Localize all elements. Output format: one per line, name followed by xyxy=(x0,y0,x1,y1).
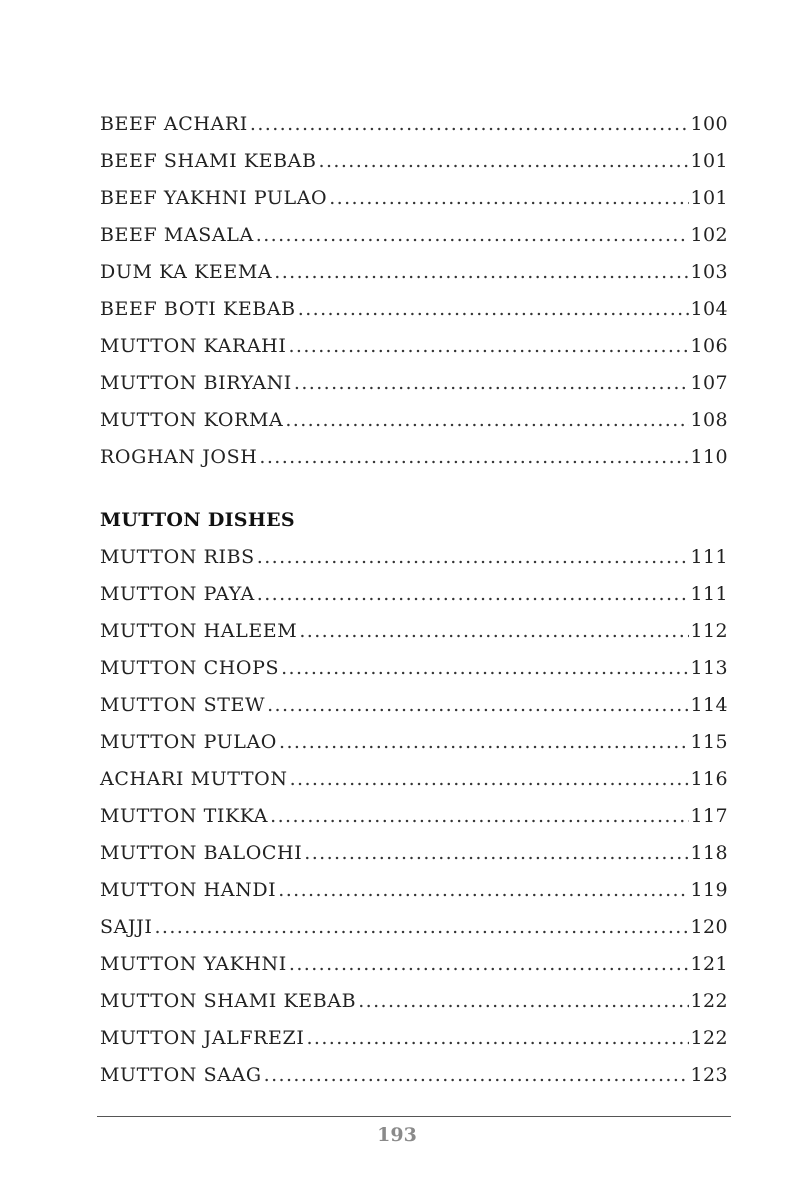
toc-entry-page: 120 xyxy=(690,916,728,938)
dot-leader xyxy=(285,402,688,439)
dot-leader xyxy=(257,576,689,613)
toc-entry xyxy=(100,106,728,143)
toc-entry xyxy=(100,576,728,613)
dot-leader xyxy=(250,106,689,143)
dot-leader xyxy=(306,1020,688,1057)
toc-entry-title: ROGHAN JOSH xyxy=(100,446,258,468)
dot-leader xyxy=(290,761,689,798)
dot-leader xyxy=(358,983,688,1020)
toc-entry-title: MUTTON SHAMI KEBAB xyxy=(100,990,357,1012)
dot-leader xyxy=(304,835,688,872)
toc-entry-page: 111 xyxy=(690,583,728,605)
toc-entry xyxy=(100,217,728,254)
page-number: 193 xyxy=(377,1124,417,1146)
toc-entry-page: 101 xyxy=(690,150,728,172)
dot-leader xyxy=(329,180,688,217)
toc-entry-page: 110 xyxy=(690,446,728,468)
toc-entry xyxy=(100,983,728,1020)
toc-entry-title: BEEF BOTI KEBAB xyxy=(100,298,296,320)
dot-leader xyxy=(319,143,689,180)
toc-entry xyxy=(100,798,728,835)
toc-entry xyxy=(100,909,728,946)
toc-entry-title: MUTTON BIRYANI xyxy=(100,372,292,394)
toc-entry-page: 106 xyxy=(690,335,728,357)
dot-leader xyxy=(256,217,689,254)
toc-entry xyxy=(100,1020,728,1057)
dot-leader xyxy=(264,1057,689,1094)
toc-entry xyxy=(100,724,728,761)
toc-entry-page: 122 xyxy=(690,1027,728,1049)
toc-entry xyxy=(100,365,728,402)
toc-entry-title: BEEF YAKHNI PULAO xyxy=(100,187,328,209)
toc-entry-page: 103 xyxy=(690,261,728,283)
toc-entry xyxy=(100,613,728,650)
toc-entry xyxy=(100,402,728,439)
toc-entry-page: 112 xyxy=(690,620,728,642)
table-of-contents xyxy=(100,106,728,1094)
toc-entry xyxy=(100,1057,728,1094)
toc-entry-page: 102 xyxy=(690,224,728,246)
toc-entry-page: 108 xyxy=(690,409,728,431)
toc-entry xyxy=(100,946,728,983)
dot-leader xyxy=(294,365,689,402)
toc-list-part2 xyxy=(100,539,728,1094)
toc-entry-title: MUTTON STEW xyxy=(100,694,266,716)
toc-entry-title: ACHARI MUTTON xyxy=(100,768,288,790)
toc-entry xyxy=(100,539,728,576)
toc-entry-title: MUTTON CHOPS xyxy=(100,657,280,679)
toc-entry xyxy=(100,328,728,365)
toc-entry-title: MUTTON SAAG xyxy=(100,1064,262,1086)
dot-leader xyxy=(281,650,688,687)
toc-entry-title: MUTTON BALOCHI xyxy=(100,842,303,864)
toc-entry-page: 114 xyxy=(690,694,728,716)
toc-entry-page: 119 xyxy=(690,879,728,901)
toc-entry-title: MUTTON HANDI xyxy=(100,879,277,901)
toc-entry xyxy=(100,180,728,217)
dot-leader xyxy=(270,798,688,835)
dot-leader xyxy=(274,254,688,291)
toc-entry xyxy=(100,835,728,872)
dot-leader xyxy=(279,724,689,761)
toc-entry-page: 113 xyxy=(690,657,728,679)
toc-entry xyxy=(100,872,728,909)
toc-entry-title: BEEF ACHARI xyxy=(100,113,248,135)
toc-entry-title: MUTTON HALEEM xyxy=(100,620,298,642)
section-heading: MUTTON DISHES xyxy=(100,509,295,531)
toc-entry-page: 122 xyxy=(690,990,728,1012)
dot-leader xyxy=(154,909,688,946)
dot-leader xyxy=(298,291,689,328)
toc-entry-title: MUTTON KORMA xyxy=(100,409,284,431)
toc-entry-title: MUTTON RIBS xyxy=(100,546,255,568)
toc-entry xyxy=(100,650,728,687)
toc-entry-page: 115 xyxy=(690,731,728,753)
toc-entry xyxy=(100,143,728,180)
toc-entry xyxy=(100,439,728,476)
toc-entry-title: MUTTON PAYA xyxy=(100,583,255,605)
dot-leader xyxy=(257,539,689,576)
toc-entry xyxy=(100,254,728,291)
dot-leader xyxy=(267,687,688,724)
toc-entry-title: MUTTON KARAHI xyxy=(100,335,287,357)
toc-entry-page: 111 xyxy=(690,546,728,568)
toc-entry-title: BEEF MASALA xyxy=(100,224,254,246)
toc-entry-title: BEEF SHAMI KEBAB xyxy=(100,150,317,172)
toc-entry-page: 121 xyxy=(690,953,728,975)
toc-entry-title: DUM KA KEEMA xyxy=(100,261,273,283)
dot-leader xyxy=(259,439,688,476)
toc-entry xyxy=(100,687,728,724)
toc-entry-page: 118 xyxy=(690,842,728,864)
toc-entry-title: MUTTON TIKKA xyxy=(100,805,269,827)
footer-divider xyxy=(97,1116,731,1117)
toc-entry-page: 123 xyxy=(690,1064,728,1086)
toc-entry-page: 116 xyxy=(690,768,728,790)
dot-leader xyxy=(289,946,689,983)
toc-entry xyxy=(100,291,728,328)
toc-list-part1 xyxy=(100,106,728,476)
dot-leader xyxy=(278,872,688,909)
toc-entry-page: 117 xyxy=(690,805,728,827)
toc-entry xyxy=(100,761,728,798)
toc-entry-title: MUTTON YAKHNI xyxy=(100,953,287,975)
toc-entry-page: 101 xyxy=(690,187,728,209)
toc-entry-title: MUTTON PULAO xyxy=(100,731,277,753)
toc-entry-page: 104 xyxy=(690,298,728,320)
toc-entry-page: 107 xyxy=(690,372,728,394)
toc-entry-page: 100 xyxy=(690,113,728,135)
dot-leader xyxy=(299,613,688,650)
toc-entry-title: MUTTON JALFREZI xyxy=(100,1027,305,1049)
dot-leader xyxy=(288,328,688,365)
toc-entry-title: SAJJI xyxy=(100,916,153,938)
